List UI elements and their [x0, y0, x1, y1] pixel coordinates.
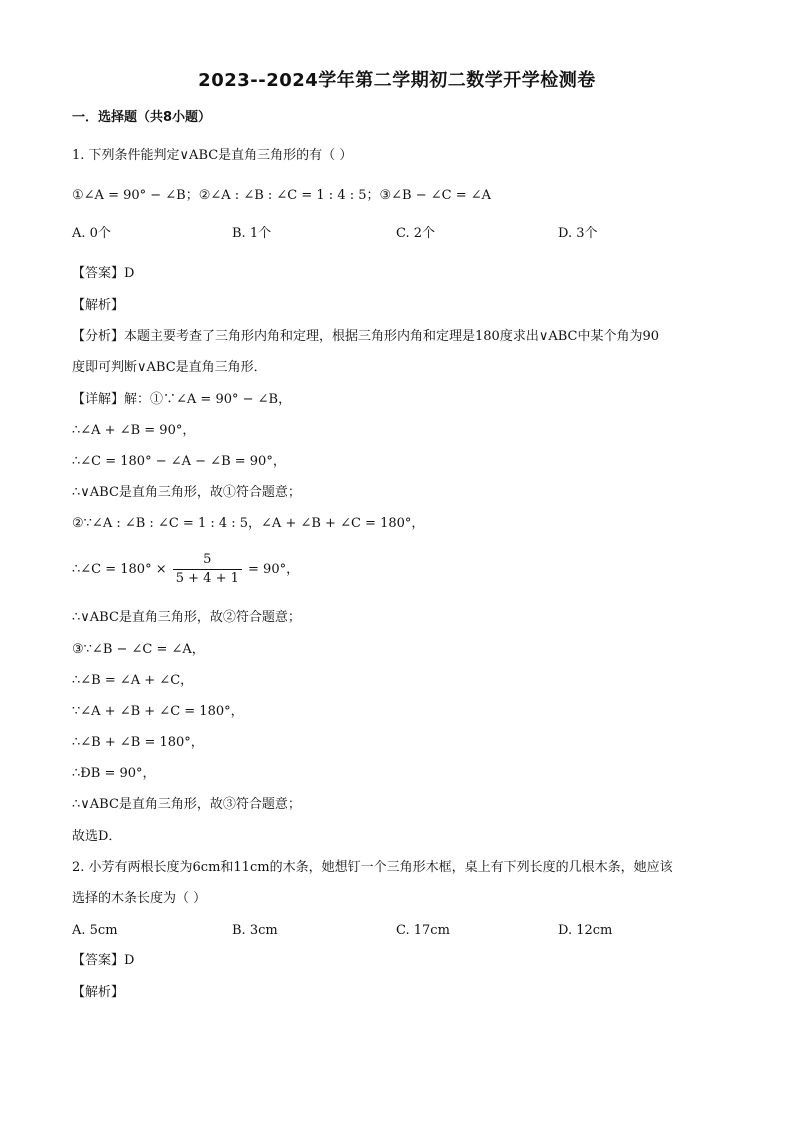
q1-analysis-label: 【解析】 — [72, 298, 125, 313]
q2-stem-line-2: 选择的木条长度为（ ） — [72, 891, 207, 906]
q2-options — [72, 921, 724, 941]
q2-stem-line-1: 2. 小芳有两根长度为6cm和11cm的木条，她想钉一个三角形木框，桌上有下列长度的几根木条，她应该 — [72, 860, 673, 875]
q1-option-c: C. 2个 — [396, 226, 436, 241]
q1-detail-14: 故选D． — [72, 829, 122, 844]
q1-detail-12: ∴ÐB = 90°， — [72, 766, 156, 781]
q1-detail-11: ∴∠B + ∠B = 180°， — [72, 735, 204, 750]
q1-detail-6 — [72, 550, 724, 590]
q2-option-c: C. 17cm — [396, 923, 450, 938]
q1-option-d: D. 3个 — [558, 226, 598, 241]
q1-detail-5: ②∵∠A : ∠B : ∠C = 1 : 4 : 5，∠A + ∠B + ∠C = 180°， — [72, 516, 425, 531]
q1-detail-9: ∴∠B = ∠A + ∠C， — [72, 673, 194, 688]
q1-detail-1: 【详解】解：①∵∠A = 90° − ∠B， — [72, 392, 292, 407]
q1-detail-2: ∴∠A + ∠B = 90°， — [72, 423, 196, 438]
fraction — [173, 551, 242, 588]
q1-conditions: ①∠A = 90° − ∠B；②∠A : ∠B : ∠C = 1 : 4 : 5；③∠B − ∠C = ∠A — [72, 188, 492, 203]
fraction-denominator: 5 + 4 + 1 — [175, 571, 239, 586]
q1-stem: 1. 下列条件能判定∨ABC是直角三角形的有（ ） — [72, 148, 353, 163]
page-title: 2023--2024学年第二学期初二数学开学检测卷 — [198, 70, 596, 91]
q1-detail-10: ∵∠A + ∠B + ∠C = 180°， — [72, 704, 244, 719]
q1-detail-3: ∴∠C = 180° − ∠A − ∠B = 90°， — [72, 454, 286, 469]
q2-option-a: A. 5cm — [72, 923, 118, 938]
q1-fenxi-line-2: 度即可判断∨ABC是直角三角形． — [72, 360, 267, 375]
q1-answer: 【答案】D — [72, 266, 135, 281]
q2-option-d: D. 12cm — [558, 923, 613, 938]
q2-answer: 【答案】D — [72, 953, 135, 968]
q1-option-b: B. 1个 — [232, 226, 272, 241]
q1-detail-6-suffix: = 90°， — [248, 562, 300, 577]
q2-option-b: B. 3cm — [232, 923, 278, 938]
section-heading: 一．选择题（共8小题） — [72, 110, 212, 125]
q1-detail-7: ∴∨ABC是直角三角形，故②符合题意； — [72, 610, 301, 625]
q1-options — [72, 224, 724, 244]
q1-detail-8: ③∵∠B − ∠C = ∠A， — [72, 642, 205, 657]
q1-option-a: A. 0个 — [72, 226, 111, 241]
q1-detail-6-prefix: ∴∠C = 180° × — [72, 562, 167, 577]
q2-analysis-label: 【解析】 — [72, 985, 125, 1000]
q1-fenxi-line-1: 【分析】本题主要考查了三角形内角和定理，根据三角形内角和定理是180度求出∨ABC中某个角为90 — [72, 329, 660, 344]
fraction-numerator: 5 — [173, 551, 242, 570]
q1-detail-13: ∴∨ABC是直角三角形，故③符合题意； — [72, 797, 301, 812]
q1-detail-4: ∴∨ABC是直角三角形，故①符合题意； — [72, 485, 301, 500]
